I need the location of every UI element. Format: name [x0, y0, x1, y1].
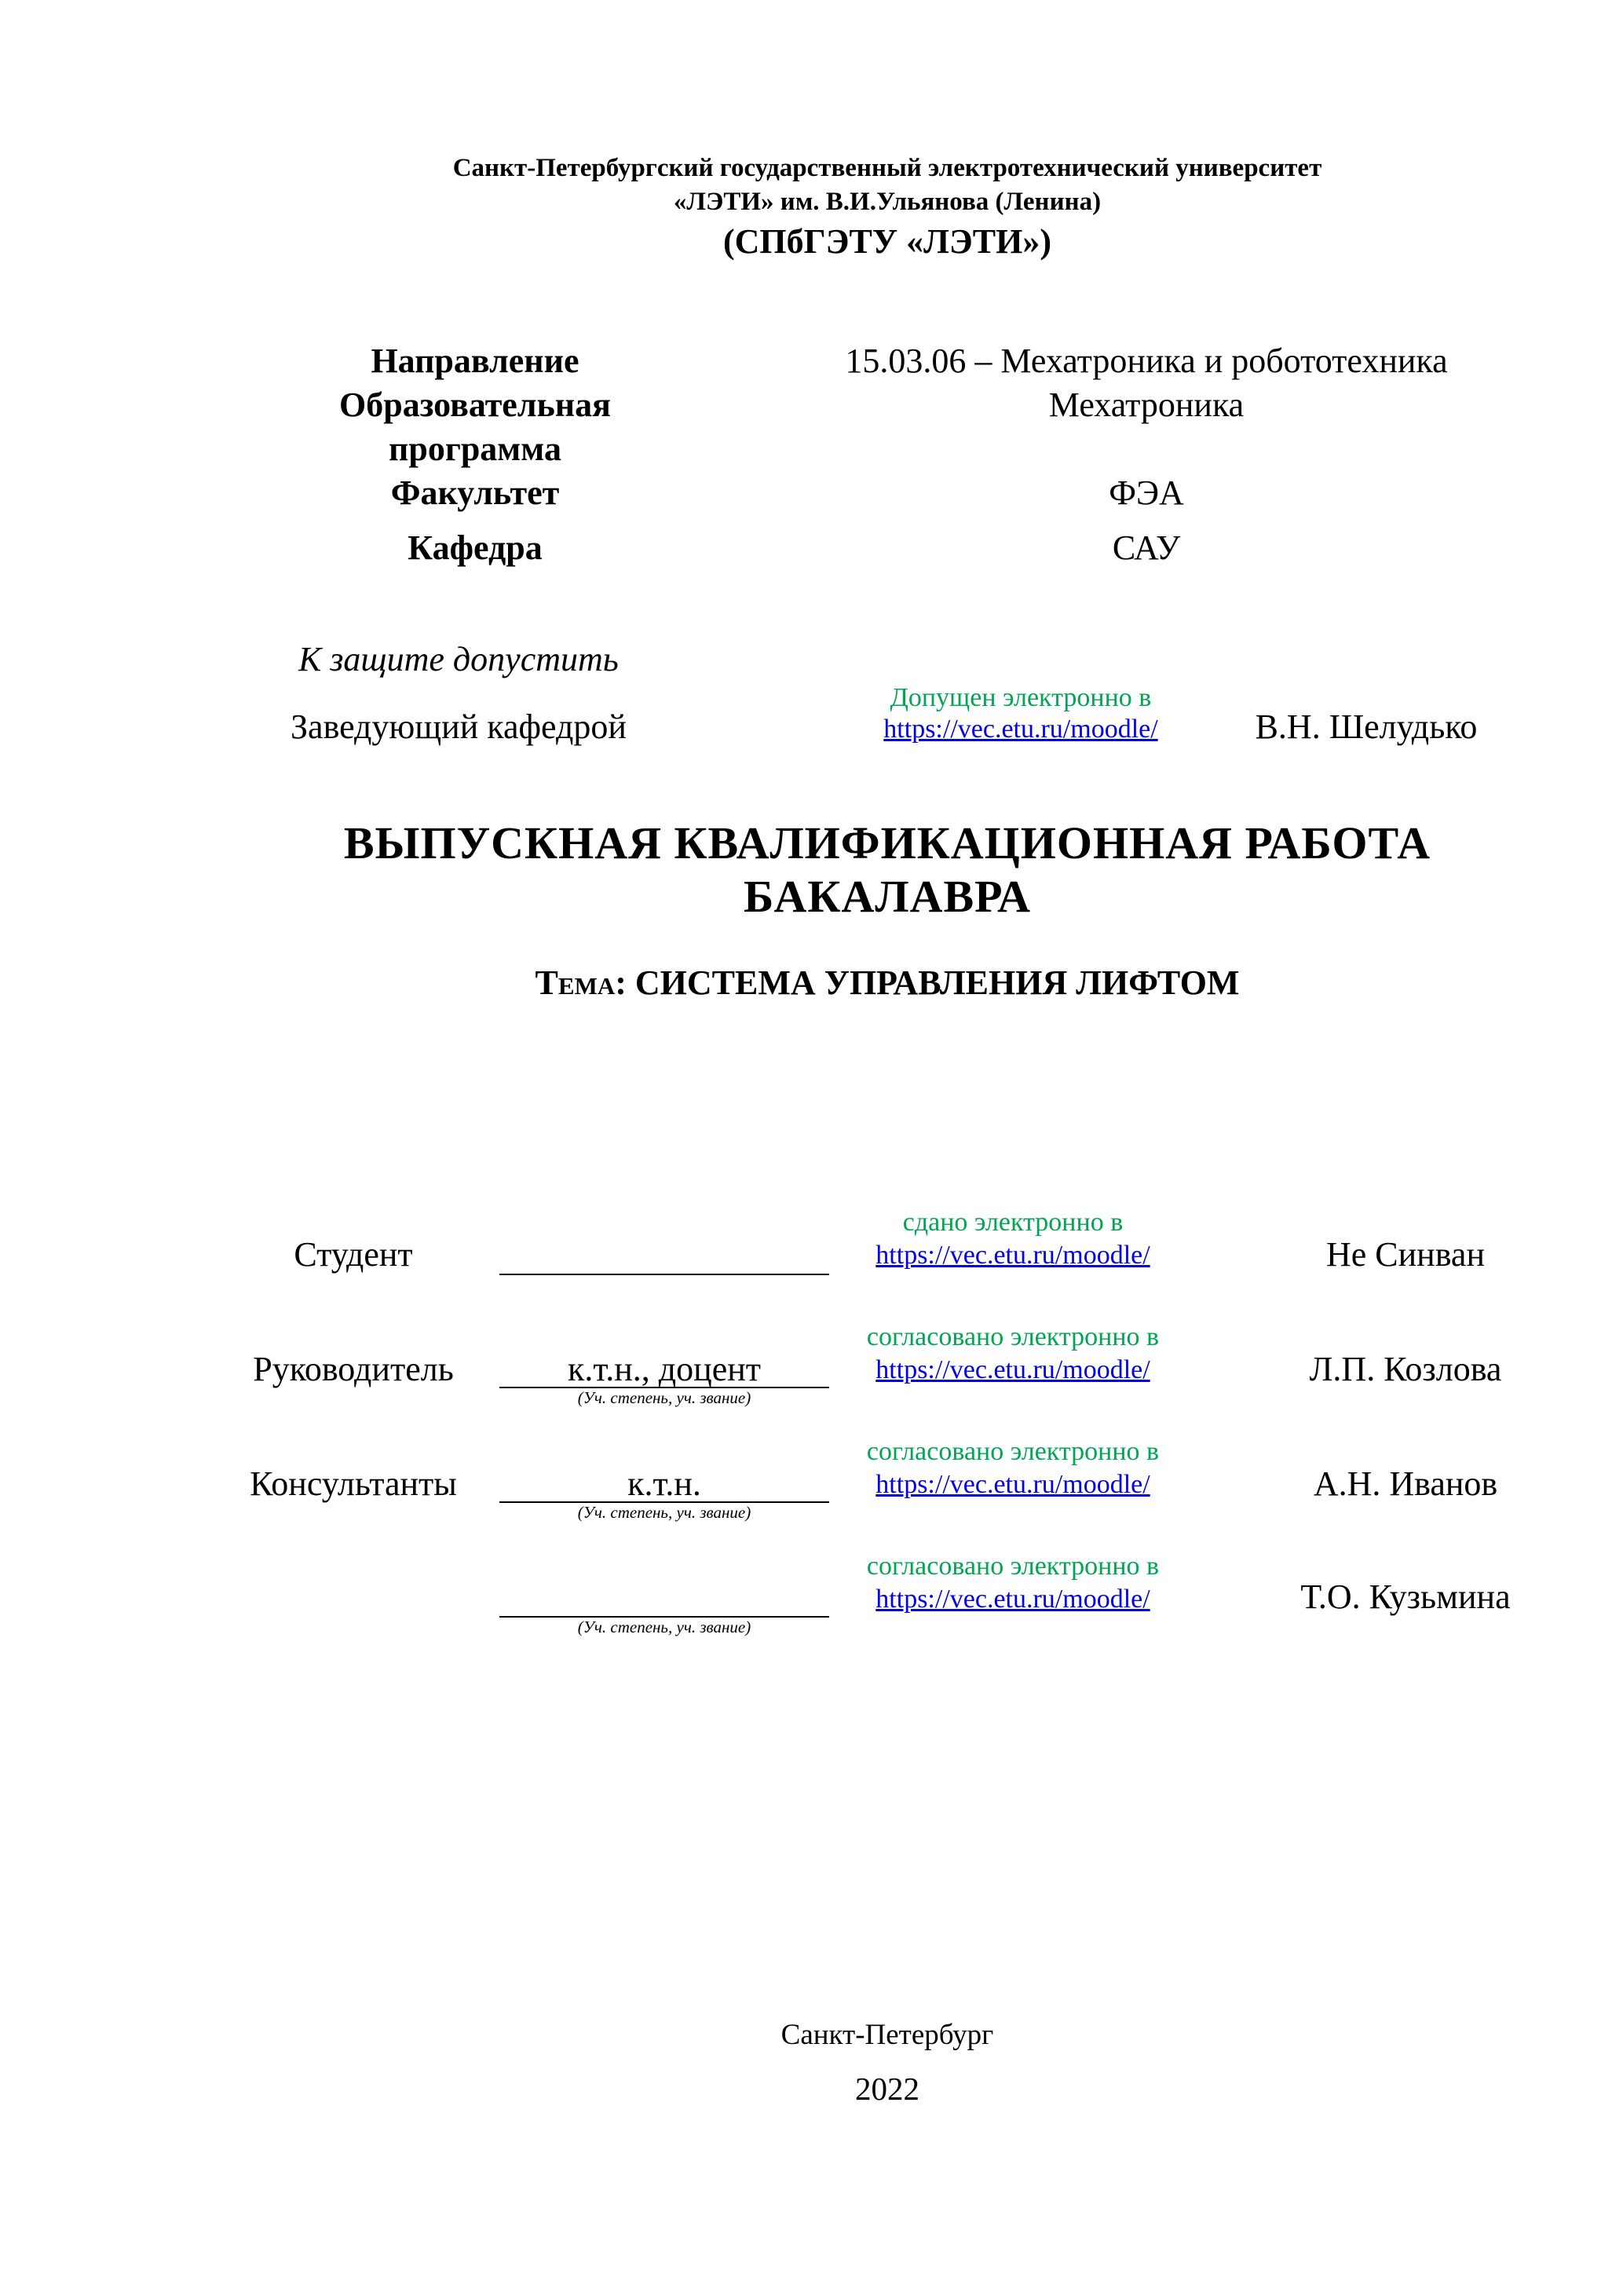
consultant-degree: к.т.н. [627, 1464, 701, 1503]
program-label-line2: программа [389, 430, 561, 468]
student-status: сдано электронно в [902, 1208, 1124, 1237]
supervisor-role: Руководитель [253, 1350, 454, 1388]
admission-heading: К защите допустить [298, 640, 619, 678]
department-value: САУ [1112, 528, 1181, 567]
consultant2-link[interactable]: https://vec.etu.ru/moodle/ [875, 1585, 1150, 1614]
consultant2-name: Т.О. Кузьмина [1300, 1578, 1511, 1616]
work-topic [0, 963, 1623, 1003]
topic-prefix: Тема: [535, 963, 627, 1002]
faculty-label: Факультет [390, 473, 560, 512]
program-value: Мехатроника [1048, 386, 1245, 424]
consultant-link[interactable]: https://vec.etu.ru/moodle/ [875, 1470, 1150, 1499]
direction-label: Направление [371, 342, 579, 380]
admission-name: В.Н. Шелудько [1255, 707, 1478, 746]
footer-city: Санкт-Петербург [780, 2019, 994, 2051]
admission-role: Заведующий кафедрой [291, 707, 627, 746]
consultant-status: согласовано электронно в [866, 1437, 1160, 1466]
admission-status: Допущен электронно в [890, 683, 1152, 712]
topic-text: СИСТЕМА УПРАВЛЕНИЯ ЛИФТОМ [634, 963, 1240, 1002]
footer-year: 2022 [855, 2071, 919, 2107]
work-title-line2: БАКАЛАВРА [743, 871, 1032, 922]
consultant-name: А.Н. Иванов [1313, 1464, 1498, 1503]
university-abbreviation: (СПбГЭТУ «ЛЭТИ») [723, 222, 1051, 261]
student-link[interactable]: https://vec.etu.ru/moodle/ [875, 1241, 1150, 1270]
direction-value: 15.03.06 – Мехатроника и робототехника [845, 342, 1448, 380]
consultant-role: Консультанты [250, 1464, 457, 1503]
supervisor-name: Л.П. Козлова [1309, 1350, 1502, 1388]
faculty-value: ФЭА [1109, 473, 1184, 512]
supervisor-note: (Уч. степень, уч. звание) [577, 1388, 751, 1407]
student-role: Студент [294, 1235, 413, 1274]
consultant2-note: (Уч. степень, уч. звание) [577, 1618, 751, 1636]
work-title: ВЫПУСКНАЯ КВАЛИФИКАЦИОННАЯ РАБОТА [343, 817, 1431, 868]
supervisor-degree: к.т.н., доцент [567, 1350, 762, 1388]
program-label: Образовательная [339, 386, 611, 424]
supervisor-link[interactable]: https://vec.etu.ru/moodle/ [875, 1355, 1150, 1384]
consultant2-status: согласовано электронно в [866, 1552, 1160, 1581]
admission-link[interactable]: https://vec.etu.ru/moodle/ [883, 715, 1158, 744]
supervisor-status: согласовано электронно в [866, 1322, 1160, 1351]
student-signature-line [499, 1274, 829, 1275]
student-name: Не Синван [1325, 1235, 1486, 1274]
department-label: Кафедра [408, 528, 543, 567]
university-name-line2: «ЛЭТИ» им. В.И.Ульянова (Ленина) [673, 188, 1102, 216]
university-name: Санкт-Петербургский государственный электротехнический университет [452, 154, 1322, 182]
consultant-note: (Уч. степень, уч. звание) [577, 1503, 751, 1522]
